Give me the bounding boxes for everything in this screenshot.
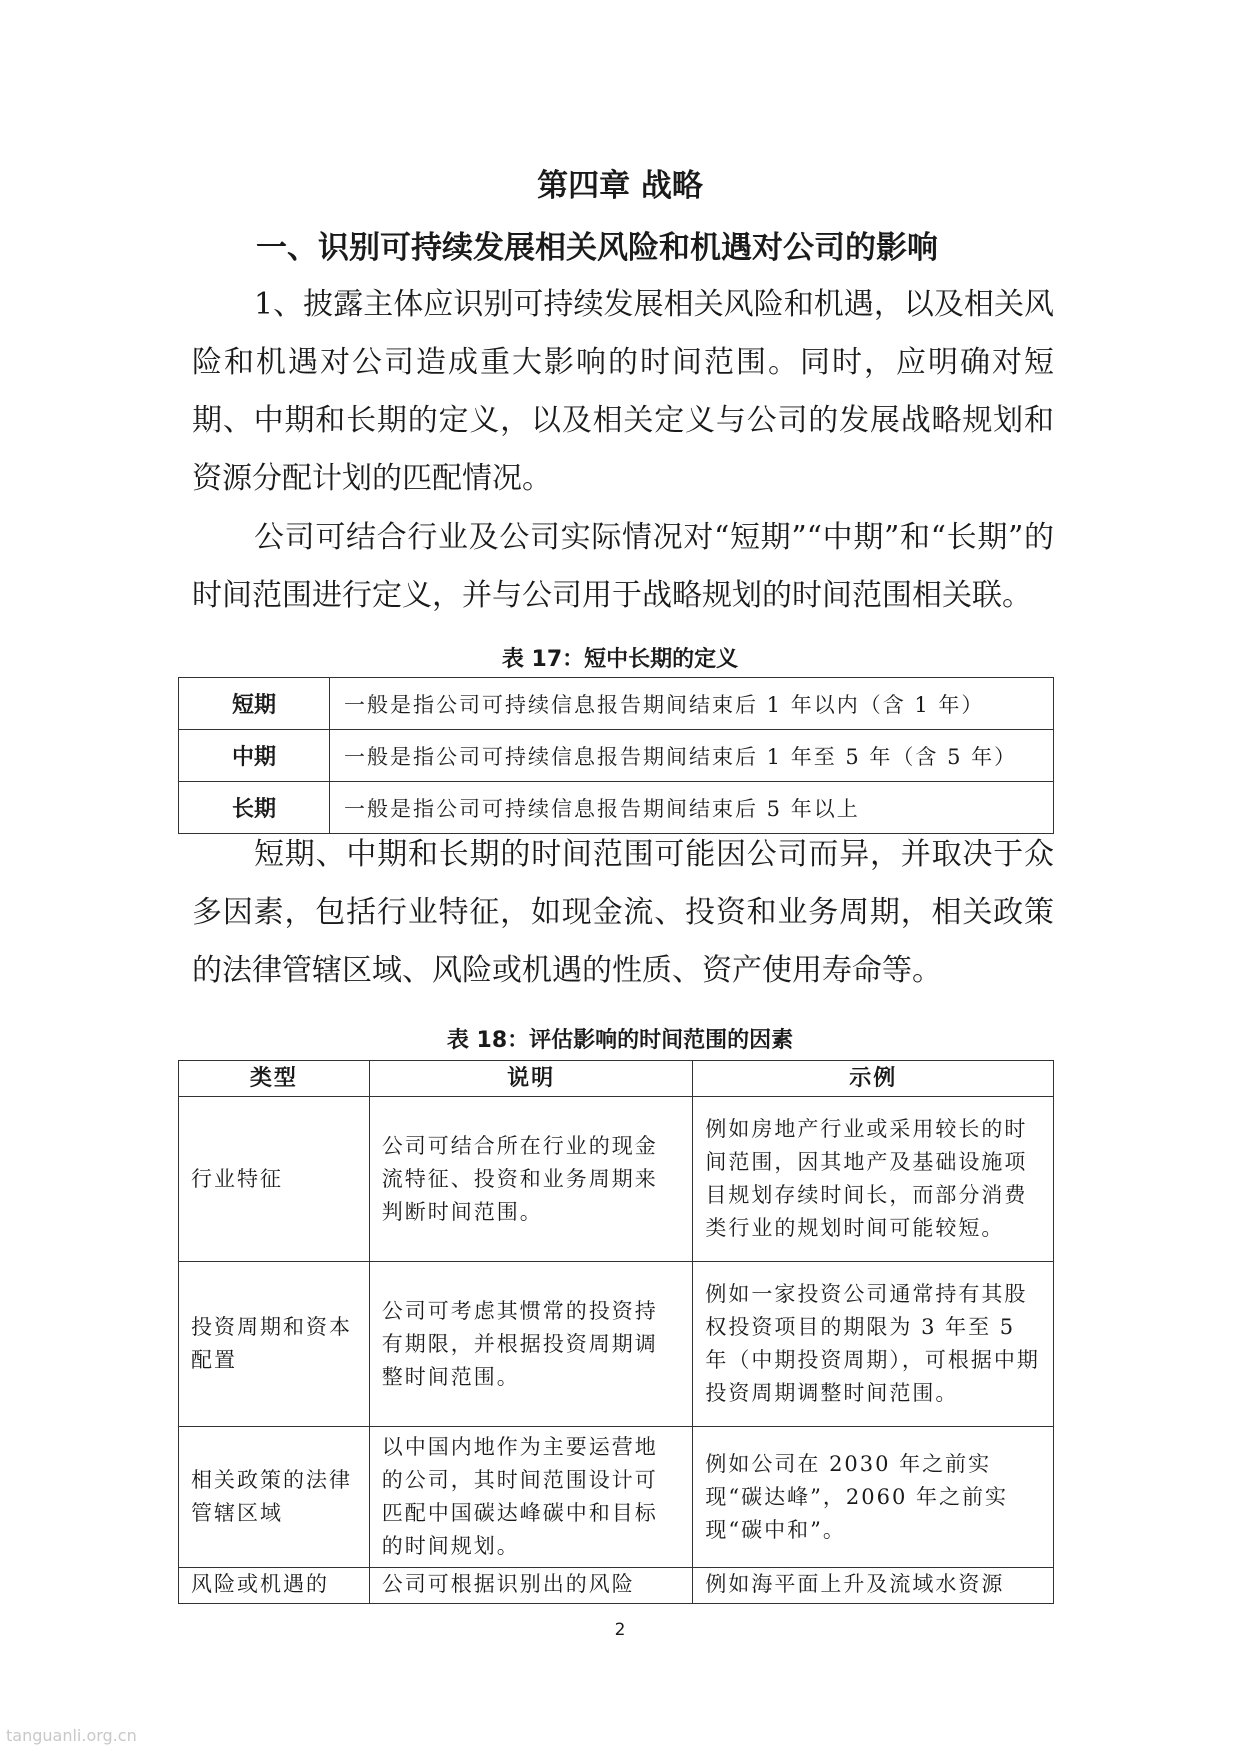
table-row [179, 1097, 1054, 1262]
page-number: 2 [614, 1620, 626, 1640]
example-cell: 例如公司在 2030 年之前实现“碳达峰”，2060 年之前实现“碳中和”。 [693, 1427, 1054, 1568]
term-cell: 长期 [179, 782, 330, 834]
example-cell: 例如房地产行业或采用较长的时间范围，因其地产及基础设施项目规划存续时间长，而部分消费类行业的规划时间可能较短。 [693, 1097, 1054, 1262]
paragraph-time-horizon-definition: 公司可结合行业及公司实际情况对“短期”“中期”和“长期”的时间范围进行定义，并与公司用于战略规划的时间范围相关联。 [192, 520, 1054, 613]
section-heading: 一、识别可持续发展相关风险和机遇对公司的影响 [256, 230, 938, 266]
column-header-type: 类型 [179, 1061, 370, 1097]
type-cell: 投资周期和资本配置 [179, 1262, 370, 1427]
term-cell: 中期 [179, 730, 330, 782]
example-cell: 例如一家投资公司通常持有其股权投资项目的期限为 3 年至 5 年（中期投资周期），可根据中期投资周期调整时间范围。 [693, 1262, 1054, 1427]
type-cell: 相关政策的法律管辖区域 [179, 1427, 370, 1568]
table-header-row [179, 1061, 1054, 1097]
table-row [179, 1568, 1054, 1604]
table-row [179, 678, 1054, 730]
term-definition-table [178, 677, 1054, 834]
table17-caption: 表 17：短中长期的定义 [501, 647, 739, 672]
definition-cell: 一般是指公司可持续信息报告期间结束后 1 年以内（含 1 年） [330, 678, 1054, 730]
table18-caption: 表 18：评估影响的时间范围的因素 [446, 1028, 794, 1053]
table-row [179, 1262, 1054, 1427]
chapter-title: 第四章 战略 [537, 168, 703, 204]
example-cell: 例如海平面上升及流域水资源 [693, 1568, 1054, 1604]
time-horizon-factors-table [178, 1060, 1054, 1604]
description-cell: 公司可根据识别出的风险 [369, 1568, 693, 1604]
table-row [179, 1427, 1054, 1568]
column-header-description: 说明 [369, 1061, 693, 1097]
term-cell: 短期 [179, 678, 330, 730]
table-row [179, 730, 1054, 782]
type-cell: 风险或机遇的 [179, 1568, 370, 1604]
paragraph-disclosure-requirement: 1、披露主体应识别可持续发展相关风险和机遇，以及相关风险和机遇对公司造成重大影响的时间范围。同时，应明确对短期、中期和长期的定义，以及相关定义与公司的发展战略规划和资源分配计划的匹配情况。 [192, 287, 1054, 496]
description-cell: 公司可结合所在行业的现金流特征、投资和业务周期来判断时间范围。 [369, 1097, 693, 1262]
description-cell: 以中国内地作为主要运营地的公司，其时间范围设计可匹配中国碳达峰碳中和目标的时间规划。 [369, 1427, 693, 1568]
definition-cell: 一般是指公司可持续信息报告期间结束后 5 年以上 [330, 782, 1054, 834]
watermark: tanguanli.org.cn [6, 1726, 137, 1745]
type-cell: 行业特征 [179, 1097, 370, 1262]
column-header-example: 示例 [693, 1061, 1054, 1097]
description-cell: 公司可考虑其惯常的投资持有期限，并根据投资周期调整时间范围。 [369, 1262, 693, 1427]
definition-cell: 一般是指公司可持续信息报告期间结束后 1 年至 5 年（含 5 年） [330, 730, 1054, 782]
paragraph-influencing-factors: 短期、中期和长期的时间范围可能因公司而异，并取决于众多因素，包括行业特征，如现金流、投资和业务周期，相关政策的法律管辖区域、风险或机遇的性质、资产使用寿命等。 [192, 837, 1054, 988]
